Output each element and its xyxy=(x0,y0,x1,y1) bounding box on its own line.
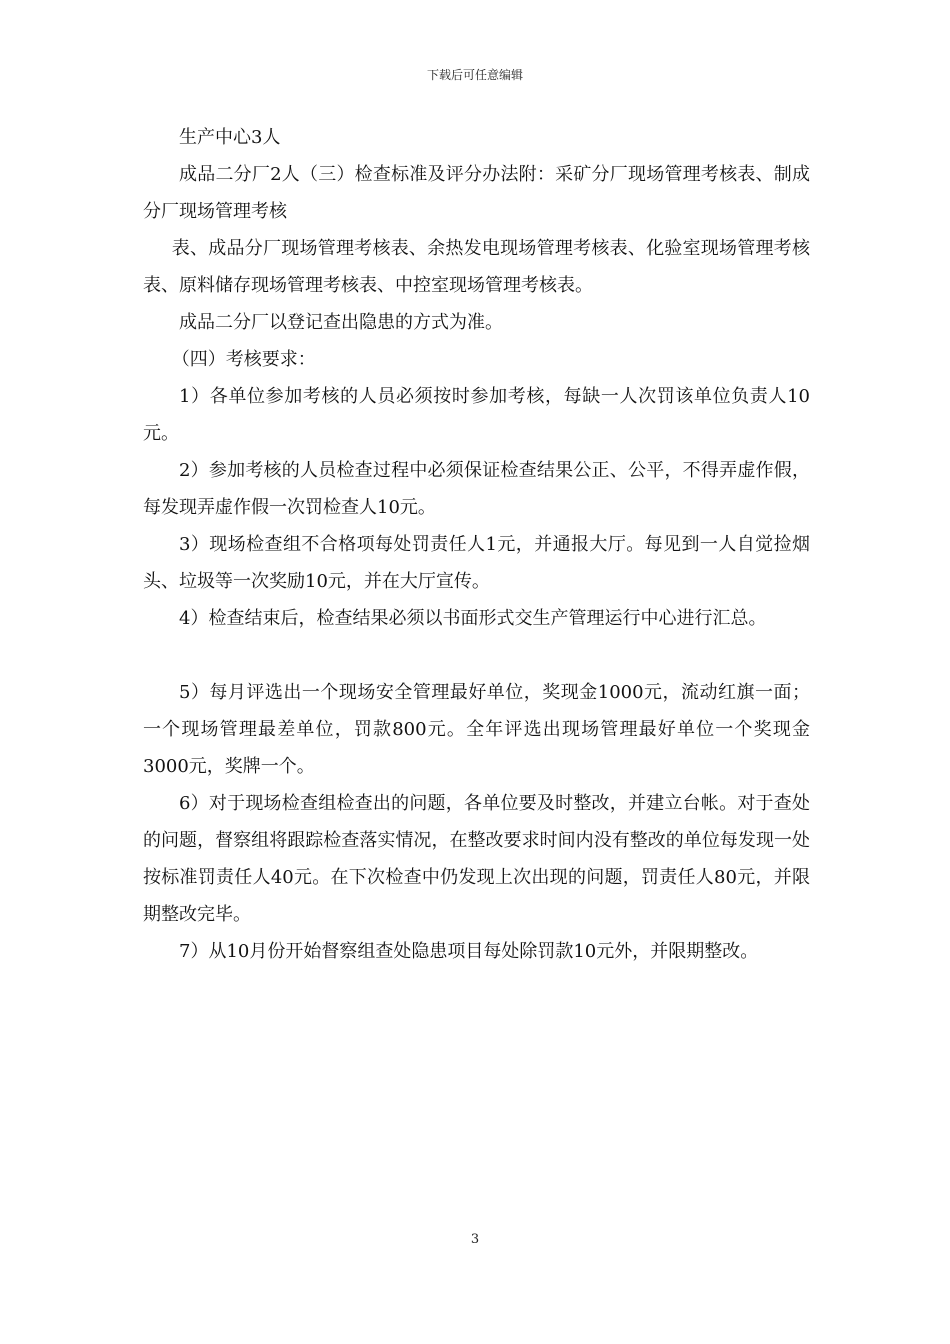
paragraph-assessment-tables: 表、成品分厂现场管理考核表、余热发电现场管理考核表、化验室现场管理考核表、原料储存现场管理考核表、中控室现场管理考核表。 xyxy=(143,238,810,296)
requirement-item-2: 2）参加考核的人员检查过程中必须保证检查结果公正、公平，不得弄虚作假，每发现弄虚作假一次罚检查人10元。 xyxy=(143,460,810,518)
requirement-item-1: 1）各单位参加考核的人员必须按时参加考核，每缺一人次罚该单位负责人10元。 xyxy=(143,386,810,444)
page-number: 3 xyxy=(470,1232,480,1247)
document-body xyxy=(143,119,810,970)
section-heading-requirements: （四）考核要求： xyxy=(171,349,316,370)
paragraph-production-center: 生产中心3人 xyxy=(179,127,281,148)
requirement-item-3: 3）现场检查组不合格项每处罚责任人1元，并通报大厅。每见到一人自觉捡烟头、垃圾等一次奖励10元，并在大厅宣传。 xyxy=(143,534,810,592)
requirement-item-6: 6）对于现场检查组检查出的问题，各单位要及时整改，并建立台帐。对于查处的问题，督察组将跟踪检查落实情况，在整改要求时间内没有整改的单位每发现一处按标准罚责任人40元。在下次检查中仍发现上次出现的问题，罚责任人80元，并限期整改完毕。 xyxy=(143,793,810,925)
paragraph-registration: 成品二分厂以登记查出隐患的方式为准。 xyxy=(179,312,503,333)
requirement-item-5: 5）每月评选出一个现场安全管理最好单位，奖现金1000元，流动红旗一面；一个现场管理最差单位，罚款800元。全年评选出现场管理最好单位一个奖现金3000元，奖牌一个。 xyxy=(143,682,810,777)
paragraph-standards: 成品二分厂2人（三）检查标准及评分办法附：采矿分厂现场管理考核表、制成分厂现场管理考核 xyxy=(143,164,810,222)
requirement-item-4: 4）检查结束后，检查结果必须以书面形式交生产管理运行中心进行汇总。 xyxy=(179,608,767,629)
paragraph-gap xyxy=(143,637,810,674)
header-note: 下载后可任意编辑 xyxy=(426,68,523,82)
requirement-item-7: 7）从10月份开始督察组查处隐患项目每处除罚款10元外，并限期整改。 xyxy=(179,941,759,962)
